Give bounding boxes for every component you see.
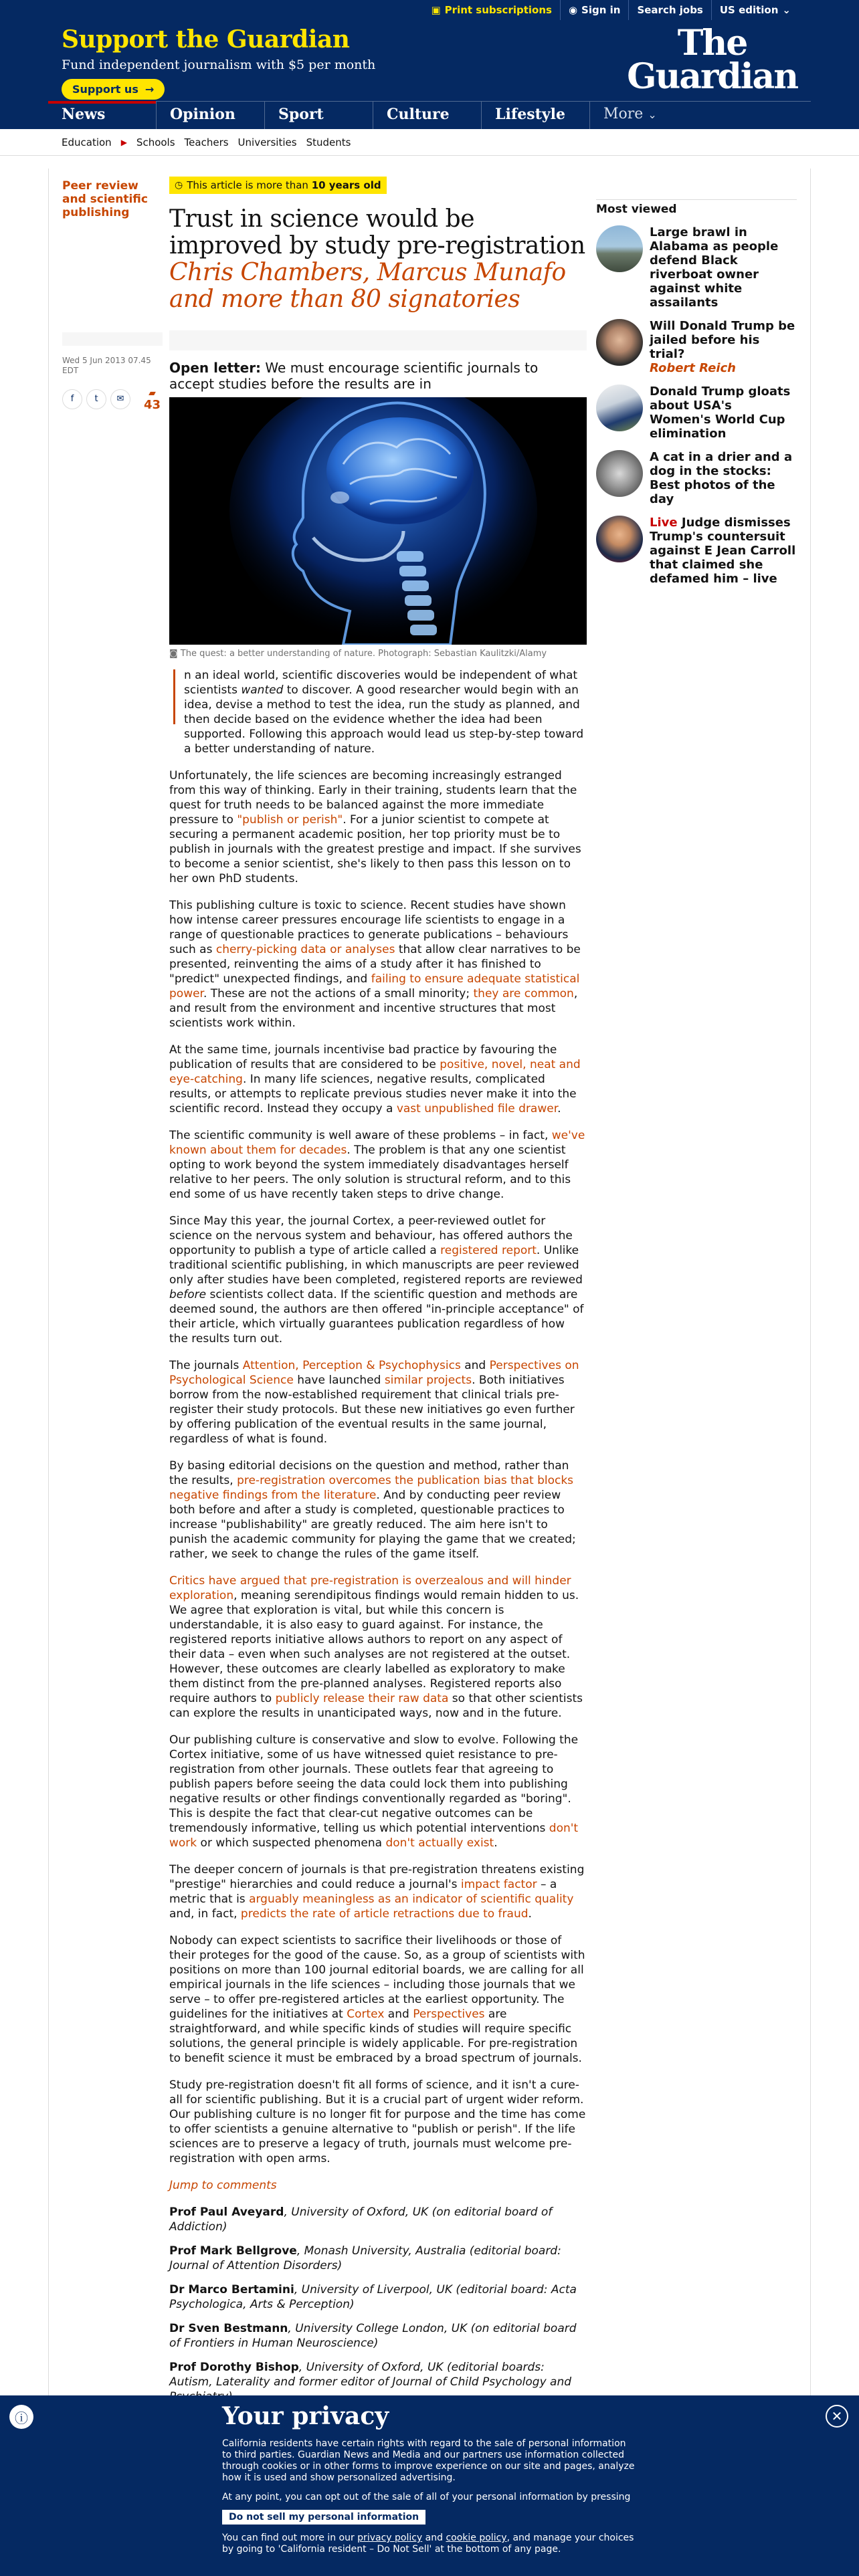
camera-icon: ◙ xyxy=(169,649,178,659)
registered-report-link[interactable]: registered report xyxy=(440,1244,537,1257)
p4-part-b: . In many life sciences, negative results, complicated results, or attempts to replicate previous studies never make it into the scientific record. Instead they occupy a xyxy=(169,1073,577,1115)
privacy-title: Your privacy xyxy=(222,2402,389,2430)
raw-data-link[interactable]: publicly release their raw data xyxy=(275,1692,449,1705)
meta-separator xyxy=(62,332,163,346)
p2-part-a: Unfortunately, the life sciences are becoming increasingly estranged from this way of thinking. Early in their training, students learn that the quest for truth needs to be balanced against the more immediate pressure to xyxy=(169,769,577,827)
impact-factor-link[interactable]: impact factor xyxy=(460,1878,537,1891)
dont-exist-link[interactable]: don't actually exist xyxy=(385,1836,494,1850)
p10-part-c: . xyxy=(494,1836,498,1850)
nav-news[interactable]: News xyxy=(48,102,157,129)
primary-nav xyxy=(48,101,811,129)
privacy-text-2: At any point, you can opt out of the sale of all of your personal information by pressing xyxy=(222,2492,631,2502)
meaningless-indicator-link[interactable]: arguably meaningless as an indicator of scientific quality xyxy=(249,1893,574,1906)
subnav-education[interactable]: Education xyxy=(62,136,112,148)
logo-line-2: Guardian xyxy=(627,56,797,97)
support-subheading: Fund independent journalism with $5 per month xyxy=(62,58,376,72)
p5-part-b: . The problem is that any one scientist opting to work beyond the system immediately disadvantages herself relative to her peers. The only solution is structural reform, and to this end some of us have recently taken steps to drive change. xyxy=(169,1144,571,1201)
paragraph-2 xyxy=(169,768,587,886)
p3-part-d: , and result from the environment and incentive structures that most scientists work within. xyxy=(169,987,578,1030)
paragraph-7 xyxy=(169,1358,587,1446)
most-viewed-headline xyxy=(650,319,797,375)
signatory-affiliation: , University of Oxford, UK (editorial boards: Autism, Laterality and former editor of Journal of Child Psychology and xyxy=(169,2361,572,2389)
thumbnail-riverboat xyxy=(596,225,643,272)
p1-part-b: to discover. A good researcher would begin with an idea, devise a method to test the idea, run the study as planned, and then decide based on the evidence whether the idea had been supported. Following this approach would lead us step-by-step toward a better understanding of nature. xyxy=(184,683,584,756)
p10-part-a: Our publishing culture is conservative and slow to evolve. Following the Cortex initiative, some of us have witnessed quiet resistance to pre-registration from other journals. These outlets fear that agreeing to publish papers before seeing the data could lock them into publishing negative results or other findings conventionally regarded as "boring". This is despite the fact that clear-cut negative outcomes can be tremendously informative, telling us which potential interventions xyxy=(169,1733,579,1835)
thumbnail-world-cup xyxy=(596,385,643,431)
paragraph-6 xyxy=(169,1214,587,1346)
p3-part-a: This publishing culture is toxic to science. Recent studies have shown how intense career pressures encourage life scientists to engage in a range of questionable practices to generate publications – behaviours such as xyxy=(169,899,569,956)
positive-novel-link[interactable]: positive, novel, neat and eye-catching xyxy=(169,1058,581,1086)
privacy-info-icon: ⓘ xyxy=(9,2405,33,2429)
p6-part-c: scientists collect data. If the scientific question and methods are deemed sound, the authors are then offered "in-principle acceptance" of their article, which virtually guarantees publication regardless of how the results turn out. xyxy=(169,1288,584,1346)
perspectives-guidelines-link[interactable]: Perspectives xyxy=(413,2008,485,2021)
nav-culture[interactable]: Culture xyxy=(373,102,482,129)
privacy-p3-a: You can find out more in our xyxy=(222,2533,358,2543)
most-viewed-sidebar xyxy=(596,199,797,586)
standfirst-text: We must encourage scientific journals to accept studies before the results are in xyxy=(169,360,539,392)
critics-link[interactable]: Critics have argued that pre-registration is overzealous and will hinder exploration xyxy=(169,1574,571,1602)
content-area xyxy=(48,169,811,2395)
email-share-icon[interactable]: ✉ xyxy=(110,389,130,409)
newspaper-icon: ▣ xyxy=(431,4,441,16)
signatory xyxy=(169,2321,587,2351)
signatory xyxy=(169,2282,587,2312)
statistical-power-link[interactable]: failing to ensure adequate statistical power xyxy=(169,972,580,1000)
paragraph-1 xyxy=(169,668,587,756)
file-drawer-link[interactable]: vast unpublished file drawer xyxy=(396,1102,558,1115)
print-subscriptions-label: Print subscriptions xyxy=(444,4,552,16)
paragraph-4 xyxy=(169,1043,587,1116)
most-viewed-headline: A cat in a drier and a dog in the stocks: Best photos of the day xyxy=(650,450,793,506)
p7-part-a: The journals xyxy=(169,1359,243,1372)
p8-part-a: By basing editorial decisions on the question and method, rather than the results, xyxy=(169,1459,569,1487)
p7-part-b: and xyxy=(460,1359,490,1372)
left-meta-column xyxy=(62,179,163,219)
most-viewed-headline: Donald Trump gloats about USA's Women's World Cup elimination xyxy=(650,385,791,441)
p6-part-a: Since May this year, the journal Cortex, a peer-reviewed outlet for science on the nervous system and behaviour, has offered authors the opportunity to publish a type of article called a xyxy=(169,1214,573,1257)
caption-text: The quest: a better understanding of nature. Photograph: Sebastian Kaulitzki/Alamy xyxy=(180,649,547,659)
jump-to-comments-link[interactable]: Jump to comments xyxy=(169,2179,277,2192)
privacy-policy-link[interactable]: privacy policy xyxy=(357,2533,423,2543)
sign-in-label: Sign in xyxy=(581,4,621,16)
p1-emphasis: wanted xyxy=(241,683,284,697)
paragraph-9 xyxy=(169,1574,587,1721)
age-warning-bold: 10 years old xyxy=(311,179,381,191)
support-us-label: Support us xyxy=(72,83,138,96)
subnav-students[interactable]: Students xyxy=(306,136,351,148)
subnav-universities[interactable]: Universities xyxy=(237,136,297,148)
sub-navigation xyxy=(0,129,859,156)
p5-part-a: The scientific community is well aware of these problems – in fact, xyxy=(169,1129,552,1142)
thumbnail-cat-drier xyxy=(596,450,643,497)
clock-icon: ◷ xyxy=(175,180,183,191)
xray-head-illustration xyxy=(169,397,587,645)
p6-part-b: . Unlike traditional scientific publishing, in which manuscripts are peer reviewed only after studies have been completed, registered reports are reviewed xyxy=(169,1244,583,1287)
age-warning xyxy=(169,177,387,194)
age-warning-prefix: This article is more than xyxy=(187,179,312,191)
privacy-p3-c: , and manage your choices by going to 'California resident – Do Not Sell' at the bottom of any page. xyxy=(222,2533,634,2555)
signatory-name: Prof Mark Bellgrove xyxy=(169,2244,297,2258)
search-jobs-label: Search jobs xyxy=(637,4,703,16)
publish-or-perish-link[interactable]: "publish or perish" xyxy=(237,813,343,827)
nav-more[interactable] xyxy=(590,102,698,129)
most-viewed-item[interactable] xyxy=(596,319,797,375)
attention-perception-link[interactable]: Attention, Perception & Psychophysics xyxy=(242,1359,461,1372)
p4-part-c: . xyxy=(557,1102,561,1115)
p7-part-d: . Both initiatives borrow from the now-established requirement that clinical trials pre-register their study protocols. But these new initiatives go even further by offering publication of the eventual results in the same journal, regardless of what is found. xyxy=(169,1374,575,1446)
nav-lifestyle[interactable]: Lifestyle xyxy=(482,102,590,129)
most-viewed-item[interactable] xyxy=(596,225,797,310)
most-viewed-headline: Large brawl in Alabama as people defend Black riverboat owner against white assailants xyxy=(650,225,779,310)
signatory xyxy=(169,2205,587,2234)
publication-date: Wed 5 Jun 2013 07.45 EDT xyxy=(62,356,151,375)
chevron-down-icon: ⌄ xyxy=(782,4,791,16)
most-viewed-headline xyxy=(650,516,797,586)
twitter-share-icon[interactable]: t xyxy=(86,389,106,409)
article-main-column xyxy=(169,177,587,2413)
series-link[interactable]: Peer review and scientific publishing xyxy=(62,179,148,219)
comment-count[interactable] xyxy=(144,387,161,411)
standfirst-label: Open letter: xyxy=(169,360,262,376)
nav-opinion[interactable]: Opinion xyxy=(157,102,265,129)
p8-part-b: . And by conducting peer review both before and after a study is completed, questionable practices to increase "publishability" are greatly reduced. The aim here isn't to punish the academic community for playing the game that we created; rather, we seek to change the rules of the game itself. xyxy=(169,1489,576,1561)
paragraph-5 xyxy=(169,1128,587,1202)
arrow-right-icon: → xyxy=(145,83,155,96)
article-byline[interactable]: Chris Chambers, Marcus Munafo and more than 80 signatories xyxy=(169,259,566,313)
cherry-picking-link[interactable]: cherry-picking data or analyses xyxy=(215,943,395,956)
hero-image-xray-head xyxy=(169,397,587,645)
article-body xyxy=(169,668,587,2404)
logo-line-1: The xyxy=(677,23,747,64)
guardian-logo[interactable] xyxy=(627,23,797,97)
p9-part-a: , meaning serendipitous findings would remain hidden to us. We agree that exploration is vital, but while this concern is understandable, it is also easy to guard against. For instance, the registered reports initiative allows authors to report on any aspect of their data – even when such analyses are not registered at the outset. However, these outcomes are clearly labelled as exploratory to make them distinct from the pre-planned analyses. Registered reports also require authors to xyxy=(169,1589,579,1705)
paragraph-8 xyxy=(169,1459,587,1562)
signatory-affiliation: , University of Oxford, UK (on editorial board of Addiction) xyxy=(169,2206,553,2234)
edition-selector[interactable] xyxy=(712,0,799,20)
signatory-name: Dr Marco Bertamini xyxy=(169,2283,294,2296)
p12-part-c: are straightforward, and while specific kinds of studies will require specific solutions, the general principle is widely applicable. For pre-registration to benefit science it must be embraced by a broad spectrum of journals. xyxy=(169,2008,582,2065)
subnav-teachers[interactable]: Teachers xyxy=(184,136,229,148)
signatory-affiliation: , University of Liverpool, UK (editorial board: Acta Psychologica, Arts & Perception) xyxy=(169,2283,577,2311)
cookie-policy-link[interactable]: cookie policy xyxy=(446,2533,507,2543)
article-headline: Trust in science would be improved by study pre-registration xyxy=(169,205,585,259)
p11-part-c: and, in fact, xyxy=(169,1907,241,1921)
dont-work-link[interactable]: don't work xyxy=(169,1822,579,1850)
signatory-name: Prof Paul Aveyard xyxy=(169,2206,284,2219)
live-badge: Live xyxy=(650,516,678,530)
p2-part-b: . For a junior scientist to compete at securing a permanent academic position, her top priority must be to publish in journals with the greatest prestige and impact. If she survives to become a senior scientist, she's likely to then pass this lesson on to her own PhD students. xyxy=(169,813,581,885)
perspectives-link[interactable]: Perspectives on Psychological Science xyxy=(169,1359,579,1387)
publication-bias-link[interactable]: pre-registration overcomes the publication bias that blocks negative findings from the literature xyxy=(169,1474,574,1502)
paragraph-13: Study pre-registration doesn't fit all forms of science, and it isn't a cure-all for scientific publishing. But it is a crucial part of urgent wider reform. Our publishing culture is no longer fit for purpose and the time has come to offer scientists a genuine alternative to "publish or perish". If the life sciences are to preserve a legacy of truth, journals must welcome pre-registration with open arms. xyxy=(169,2078,586,2165)
article-standfirst xyxy=(169,360,587,392)
p6-emphasis: before xyxy=(169,1288,207,1301)
p12-part-a: Nobody can expect scientists to sacrifice their livelihoods or those of their proteges for the good of the cause. So, as a group of scientists with positions on more than 100 journal editorial boards, we are calling for all empirical journals in the life sciences – including those journals that we serve – to offer pre-registered articles at the earliest opportunity. The guidelines for the initiatives at xyxy=(169,1934,585,2021)
p3-part-b: that allow clear narratives to be presented, reinventing the aims of a study after it has finished to "predict" unexpected findings, and xyxy=(169,943,581,986)
comment-count-value: 43 xyxy=(144,398,161,412)
signatory-affiliation: , Monash University, Australia (editorial board: Journal of Attention Disorders) xyxy=(169,2244,561,2272)
privacy-p3-b: and xyxy=(422,2533,446,2543)
facebook-share-icon[interactable]: f xyxy=(62,389,82,409)
speech-bubble-icon: ▰ xyxy=(149,388,156,399)
p1-part-a: n an ideal world, scientific discoveries would be independent of what scientists xyxy=(184,669,578,697)
print-subscriptions-link[interactable] xyxy=(423,0,560,20)
p4-part-a: At the same time, journals incentivise bad practice by favouring the publication of results that are considered to be xyxy=(169,1043,557,1071)
privacy-text-1: California residents have certain rights with regard to the sale of personal information to third parties. Guardian News and Media and our partners use information collected through cookies or in other forms to improve experience on our site and pages, analyze how it is used and show personalized advertising. xyxy=(222,2438,635,2483)
p9-part-b: so that other scientists can explore the results in unanticipated ways, now and in the future. xyxy=(169,1692,583,1720)
share-bar xyxy=(62,387,161,411)
support-us-button[interactable] xyxy=(62,79,165,100)
most-viewed-title: Most viewed xyxy=(596,199,797,216)
edition-label: US edition xyxy=(719,4,779,16)
image-caption xyxy=(169,649,587,659)
top-utility-bar xyxy=(423,0,799,20)
triangle-right-icon: ▶ xyxy=(120,137,127,147)
retractions-link[interactable]: predicts the rate of article retractions due to fraud xyxy=(240,1907,529,1921)
p11-part-b: – a metric that is xyxy=(169,1878,557,1906)
headline-text: Will Donald Trump be jailed before his trial? xyxy=(650,319,795,361)
privacy-text-3 xyxy=(222,2533,637,2555)
chevron-down-icon: ⌄ xyxy=(648,108,657,121)
masthead xyxy=(0,0,859,129)
p11-part-d: . xyxy=(528,1907,532,1921)
paragraph-10 xyxy=(169,1733,587,1850)
nav-more-label: More xyxy=(603,106,644,122)
close-icon[interactable]: ✕ xyxy=(826,2405,848,2428)
support-heading: Support the Guardian xyxy=(62,25,350,53)
signatory-name: Dr Sven Bestmann xyxy=(169,2322,288,2335)
most-viewed-item[interactable] xyxy=(596,385,797,441)
nav-sport[interactable]: Sport xyxy=(265,102,373,129)
p7-part-c: have launched xyxy=(293,1374,385,1387)
user-icon: ◉ xyxy=(568,4,578,16)
paragraph-3 xyxy=(169,898,587,1031)
p12-part-b: and xyxy=(384,2008,413,2021)
signatory-affiliation: , University College London, UK (on editorial board of Frontiers in Human Neuroscience) xyxy=(169,2322,577,2350)
privacy-content xyxy=(222,2402,637,2555)
privacy-banner xyxy=(0,2395,859,2576)
most-viewed-item[interactable] xyxy=(596,450,797,506)
paragraph-11 xyxy=(169,1862,587,1921)
support-banner xyxy=(62,25,375,100)
meta-bar xyxy=(169,330,587,350)
p10-part-b: or which suspected phenomena xyxy=(197,1836,386,1850)
p3-part-c: . These are not the actions of a small minority; xyxy=(203,987,474,1000)
signatory-name: Prof Dorothy Bishop xyxy=(169,2361,299,2374)
cortex-link[interactable]: Cortex xyxy=(347,2008,385,2021)
thumbnail-trump xyxy=(596,516,643,562)
search-jobs-link[interactable] xyxy=(629,0,711,20)
similar-projects-link[interactable]: similar projects xyxy=(384,1374,472,1387)
headline-text: Judge dismisses Trump's countersuit against E Jean Carroll that claimed she defamed him – live xyxy=(650,516,796,586)
most-viewed-item[interactable] xyxy=(596,516,797,586)
paragraph-12 xyxy=(169,1933,587,2066)
subnav-schools[interactable]: Schools xyxy=(136,136,175,148)
signatory xyxy=(169,2244,587,2273)
p11-part-a: The deeper concern of journals is that pre-registration threatens existing "prestige" hierarchies and could reduce a journal's xyxy=(169,1863,585,1891)
thumbnail-reich xyxy=(596,319,643,366)
do-not-sell-button[interactable]: Do not sell my personal information xyxy=(222,2510,425,2525)
headline-kicker: Robert Reich xyxy=(650,361,736,375)
they-are-common-link[interactable]: they are common xyxy=(473,987,574,1000)
sign-in-link[interactable] xyxy=(561,0,630,20)
known-for-decades-link[interactable]: we've known about them for decades xyxy=(169,1129,585,1157)
